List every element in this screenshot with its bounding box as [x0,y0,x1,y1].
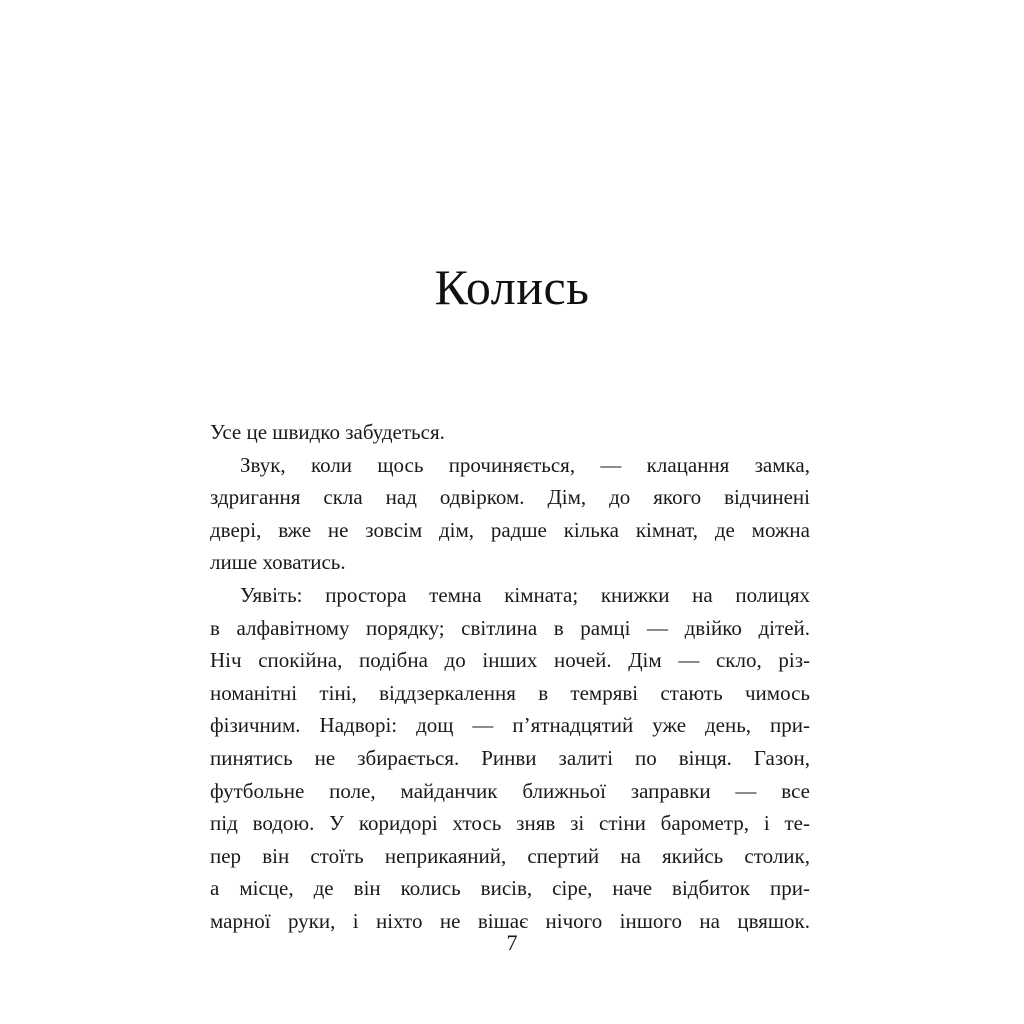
text-line: Усе це швидко забудеться. [210,420,445,444]
text-line: фізичним. Надворі: дощ — п’ятнадцятий уже день, при- [210,713,810,738]
text-line: Ніч спокійна, подібна до інших ночей. Дім — скло, різ- [210,648,810,673]
text-line: футбольне поле, майданчик ближньої заправки — все [210,778,810,803]
text-line: лише ховатись. [210,550,346,575]
text-line: Звук, коли щось прочиняється, — клацання замка, [240,452,810,477]
body-text [210,416,810,938]
text-line: а місце, де він колись висів, сіре, наче відбиток при- [210,876,810,901]
text-line: двері, вже не зовсім дім, радше кілька кімнат, де можна [210,517,810,542]
text-line: номанітні тіні, віддзеркалення в темряві стають чимось [210,680,810,705]
text-line: під водою. У коридорі хтось зняв зі стіни барометр, і те- [210,811,810,836]
chapter-title: Колись [434,259,590,315]
page-number: 7 [506,930,518,955]
text-line: в алфавітному порядку; світлина в рамці — двійко дітей. [210,615,810,640]
text-line: Уявіть: простора темна кімната; книжки на полицях [240,582,810,607]
text-line: здригання скла над одвірком. Дім, до якого відчинені [210,485,810,510]
text-line: марної руки, і ніхто не вішає нічого іншого на цвяшок. [210,908,810,933]
text-line: пинятись не збирається. Ринви залиті по вінця. Газон, [210,745,810,770]
text-line: пер він стоїть неприкаяний, спертий на якийсь столик, [210,843,810,868]
